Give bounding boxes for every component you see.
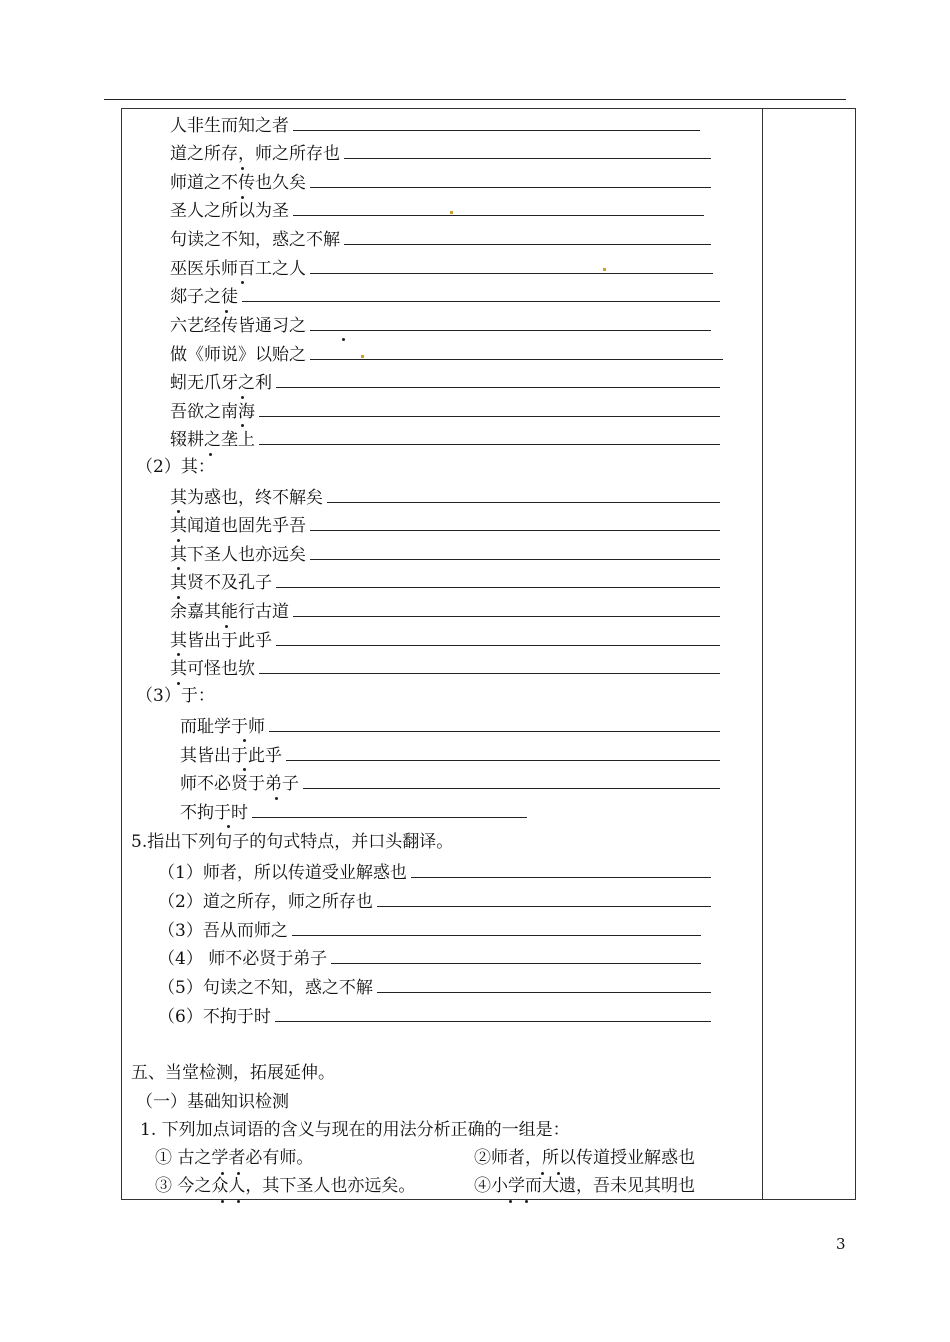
answer-blank[interactable] (286, 743, 720, 761)
emphasis-dot (177, 567, 180, 570)
header-rule (104, 99, 846, 100)
option-1: ① 古之学者必有师。 (155, 1148, 314, 1168)
answer-blank[interactable] (259, 656, 720, 674)
blank-row (158, 860, 711, 884)
blank-row (170, 485, 720, 509)
prompt-text: （3）吾从而师之 (158, 921, 288, 941)
blank-row (170, 170, 711, 194)
prompt-text: 吾欲之南海 (170, 402, 255, 422)
answer-blank[interactable] (292, 918, 701, 936)
blank-row (170, 227, 711, 251)
prompt-text: 句读之不知，惑之不解 (170, 230, 340, 250)
blank-row (158, 975, 711, 999)
answer-blank[interactable] (276, 370, 720, 388)
prompt-text: （5）句读之不知，惑之不解 (158, 978, 373, 998)
blank-row (170, 284, 720, 308)
answer-blank[interactable] (327, 485, 720, 503)
blank-row (180, 714, 720, 738)
prompt-text: 其为惑也，终不解矣 (170, 488, 323, 508)
prompt-text: （6）不拘于时 (158, 1007, 271, 1027)
blank-row (180, 771, 720, 795)
emphasis-dot (221, 1200, 224, 1203)
stray-mark (450, 211, 453, 214)
answer-blank[interactable] (310, 256, 713, 274)
prompt-text: 其下圣人也亦远矣 (170, 545, 306, 565)
emphasis-dot (557, 1172, 560, 1175)
emphasis-dot (541, 1172, 544, 1175)
prompt-text: 人非生而知之者 (170, 116, 289, 136)
blank-row (170, 399, 720, 423)
blank-row (170, 313, 711, 337)
option-2: ②师者，所以传道授业解惑也 (474, 1148, 695, 1168)
emphasis-dot (342, 338, 345, 341)
blank-row (170, 656, 720, 680)
prompt-text: 郯子之徒 (170, 287, 238, 307)
emphasis-dot (243, 739, 246, 742)
blank-row (180, 800, 527, 824)
answer-blank[interactable] (411, 860, 711, 878)
answer-blank[interactable] (269, 714, 720, 732)
prompt-text: 师道之不传也久矣 (170, 173, 306, 193)
answer-blank[interactable] (293, 599, 720, 617)
emphasis-dot (177, 596, 180, 599)
emphasis-dot (237, 1172, 240, 1175)
prompt-text: 其闻道也固先乎吾 (170, 516, 306, 536)
emphasis-dot (221, 1172, 224, 1175)
emphasis-dot (177, 682, 180, 685)
emphasis-dot (243, 768, 246, 771)
prompt-text: （4） 师不必贤于弟子 (158, 949, 328, 969)
emphasis-dot (241, 281, 244, 284)
question-1-text: 1. 下列加点词语的含义与现在的用法分析正确的一组是： (140, 1120, 570, 1140)
answer-blank[interactable] (293, 198, 704, 216)
emphasis-dot (177, 653, 180, 656)
blank-row (170, 427, 720, 451)
emphasis-dot (225, 310, 228, 313)
prompt-text: 而耻学于师 (180, 717, 265, 737)
emphasis-dot (209, 453, 212, 456)
answer-blank[interactable] (377, 975, 711, 993)
blank-row (170, 370, 720, 394)
answer-blank[interactable] (344, 141, 711, 159)
answer-blank[interactable] (310, 542, 720, 560)
answer-blank[interactable] (303, 771, 720, 789)
prompt-text: 余嘉其能行古道 (170, 602, 289, 622)
answer-blank[interactable] (275, 1004, 711, 1022)
prompt-text: （2）道之所存，师之所存也 (158, 892, 373, 912)
answer-blank[interactable] (252, 800, 527, 818)
stray-mark (603, 268, 606, 271)
blank-row (158, 946, 701, 970)
prompt-text: 其贤不及孔子 (170, 573, 272, 593)
blank-row (170, 513, 720, 537)
section-5-title: 五、当堂检测，拓展延伸。 (131, 1063, 335, 1083)
emphasis-dot (275, 797, 278, 800)
answer-blank[interactable] (310, 513, 720, 531)
option-4: ④小学而大遗，吾未见其明也 (474, 1176, 695, 1196)
blank-row (170, 113, 700, 137)
emphasis-dot (177, 539, 180, 542)
emphasis-dot (237, 1200, 240, 1203)
answer-blank[interactable] (377, 889, 711, 907)
notes-column-divider (762, 108, 763, 1200)
blank-row (158, 1004, 711, 1028)
blank-row (170, 628, 720, 652)
page-number: 3 (836, 1235, 846, 1253)
prompt-text: 六艺经传皆通习之 (170, 316, 306, 336)
answer-blank[interactable] (276, 570, 720, 588)
blank-row (170, 198, 704, 222)
emphasis-dot (227, 825, 230, 828)
emphasis-dot (241, 424, 244, 427)
prompt-text: 道之所存，师之所存也 (170, 144, 340, 164)
question-5-heading: 5.指出下列句子的句式特点，并口头翻译。 (131, 832, 454, 852)
answer-blank[interactable] (331, 946, 701, 964)
answer-blank[interactable] (259, 427, 720, 445)
blank-row (170, 570, 720, 594)
prompt-text: 蚓无爪牙之利 (170, 373, 272, 393)
prompt-text: 圣人之所以为圣 (170, 201, 289, 221)
heading-qi: （2）其： (136, 457, 215, 477)
answer-blank[interactable] (344, 227, 711, 245)
prompt-text: 辍耕之垄上 (170, 430, 255, 450)
option-3: ③ 今之众人，其下圣人也亦远矣。 (155, 1176, 416, 1196)
emphasis-dot (509, 1200, 512, 1203)
emphasis-dot (225, 625, 228, 628)
blank-row (170, 542, 720, 566)
blank-row (170, 256, 713, 280)
prompt-text: 不拘于时 (180, 803, 248, 823)
answer-blank[interactable] (310, 313, 711, 331)
blank-row (170, 599, 720, 623)
blank-row (170, 141, 711, 165)
heading-yu: （3）于： (136, 686, 215, 706)
stray-mark (361, 355, 364, 358)
blank-row (180, 743, 720, 767)
prompt-text: （1）师者，所以传道受业解惑也 (158, 863, 407, 883)
blank-row (170, 342, 723, 366)
prompt-text: 其可怪也欤 (170, 659, 255, 679)
blank-row (158, 918, 701, 942)
prompt-text: 做《师说》以贻之 (170, 345, 306, 365)
prompt-text: 其皆出于此乎 (170, 631, 272, 651)
emphasis-dot (241, 167, 244, 170)
sub-heading-basic-knowledge: （一）基础知识检测 (136, 1092, 289, 1112)
answer-blank[interactable] (242, 284, 720, 302)
emphasis-dot (241, 396, 244, 399)
emphasis-dot (241, 196, 244, 199)
prompt-text: 师不必贤于弟子 (180, 774, 299, 794)
answer-blank[interactable] (259, 399, 720, 417)
emphasis-dot (177, 510, 180, 513)
answer-blank[interactable] (310, 342, 723, 360)
blank-row (158, 889, 711, 913)
answer-blank[interactable] (276, 628, 720, 646)
prompt-text: 巫医乐师百工之人 (170, 259, 306, 279)
answer-blank[interactable] (293, 113, 700, 131)
prompt-text: 其皆出于此乎 (180, 746, 282, 766)
emphasis-dot (525, 1200, 528, 1203)
answer-blank[interactable] (310, 170, 711, 188)
